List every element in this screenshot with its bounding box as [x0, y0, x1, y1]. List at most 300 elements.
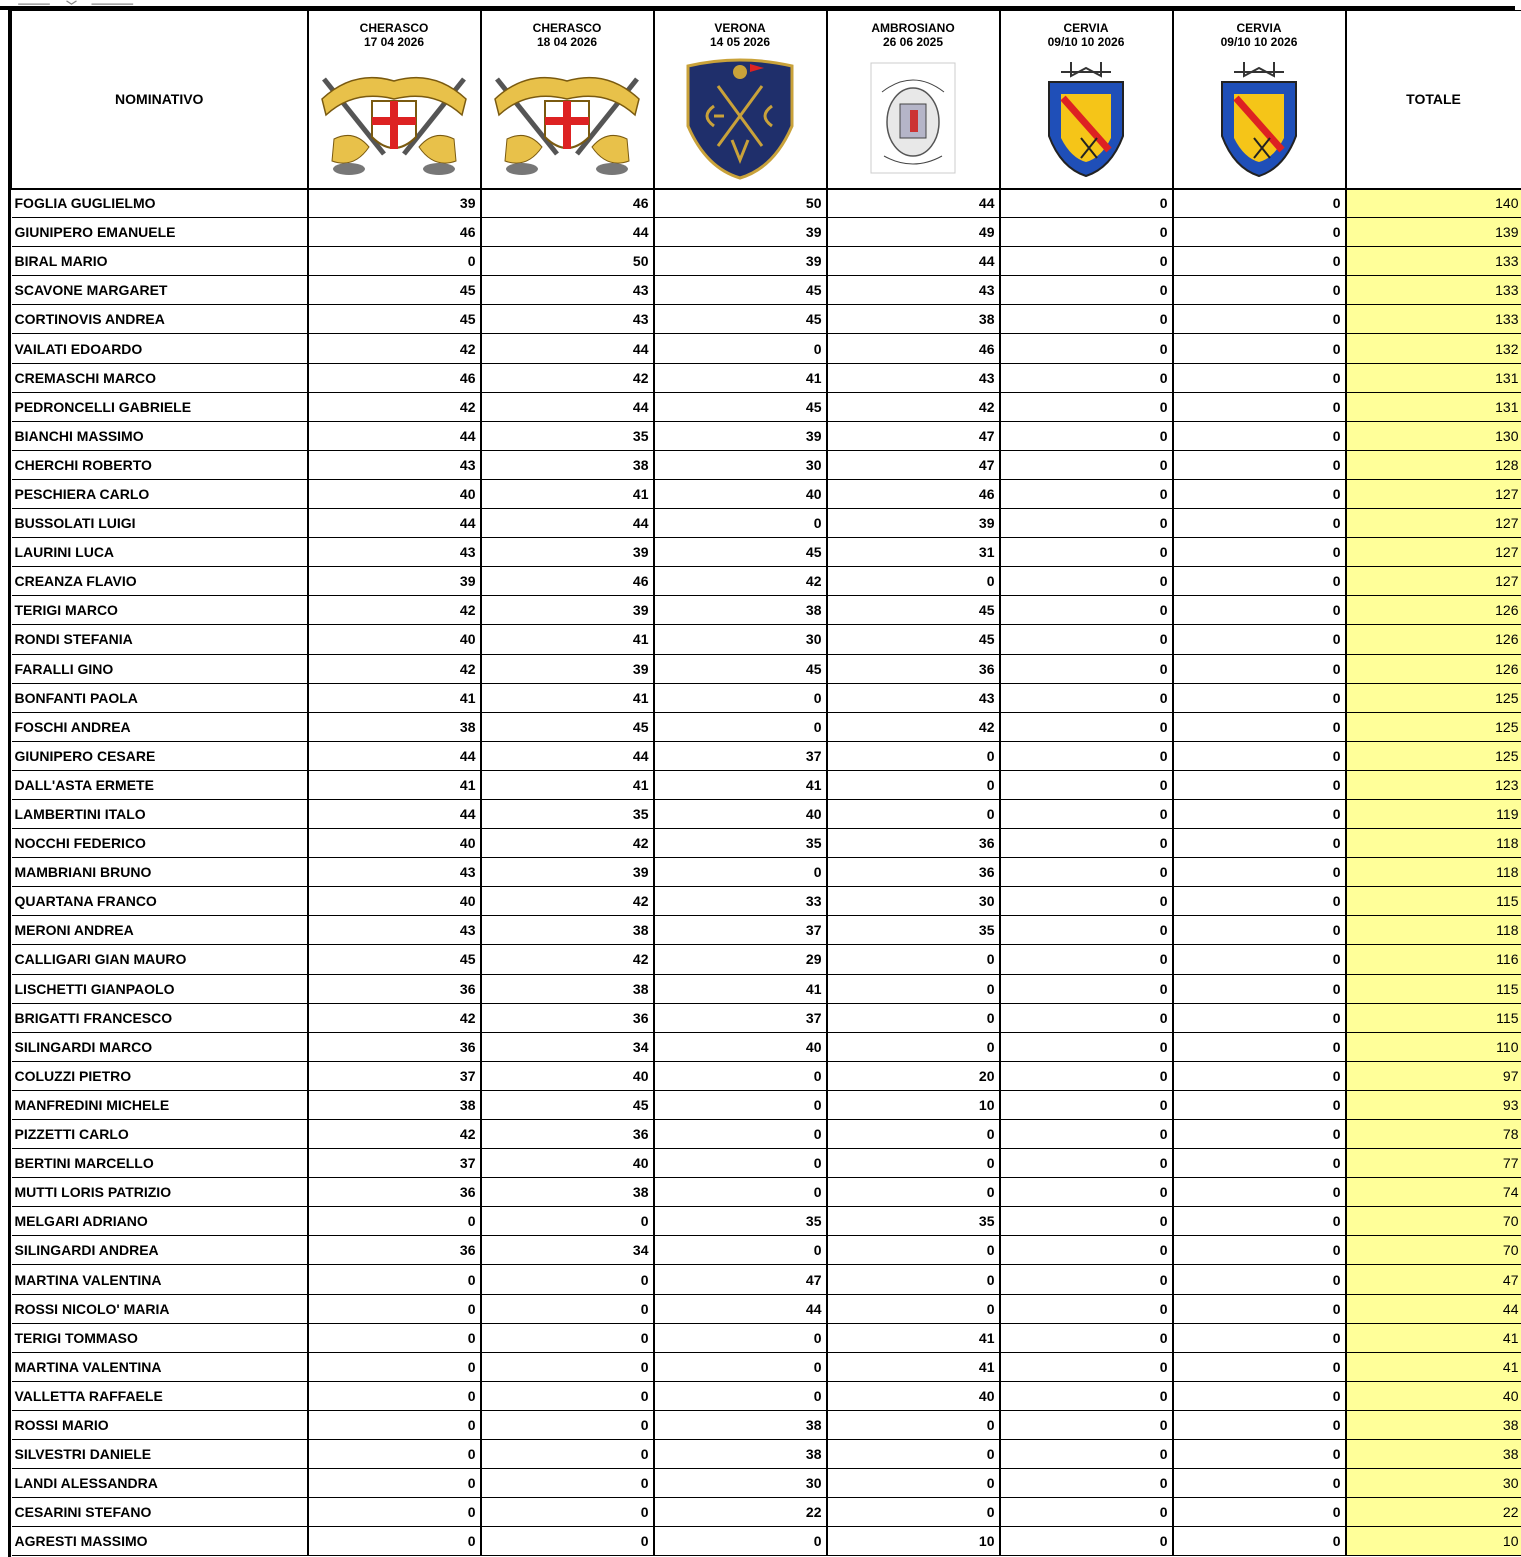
- score-cell[interactable]: 0: [827, 1003, 1000, 1032]
- score-cell[interactable]: 30: [654, 450, 827, 479]
- score-cell[interactable]: 39: [481, 858, 654, 887]
- score-cell[interactable]: 38: [827, 305, 1000, 334]
- player-name-cell[interactable]: FOGLIA GUGLIELMO: [12, 189, 308, 218]
- score-cell[interactable]: 0: [1000, 334, 1173, 363]
- score-cell[interactable]: 38: [654, 1440, 827, 1469]
- total-cell[interactable]: 125: [1346, 683, 1521, 712]
- player-name-cell[interactable]: CALLIGARI GIAN MAURO: [12, 945, 308, 974]
- total-cell[interactable]: 119: [1346, 799, 1521, 828]
- score-cell[interactable]: 0: [1173, 567, 1346, 596]
- score-cell[interactable]: 0: [1000, 1498, 1173, 1527]
- score-cell[interactable]: 0: [1173, 247, 1346, 276]
- total-cell[interactable]: 130: [1346, 421, 1521, 450]
- score-cell[interactable]: 40: [827, 1381, 1000, 1410]
- player-name-cell[interactable]: MARTINA VALENTINA: [12, 1265, 308, 1294]
- player-name-cell[interactable]: ROSSI MARIO: [12, 1410, 308, 1439]
- player-name-cell[interactable]: SILINGARDI MARCO: [12, 1032, 308, 1061]
- score-cell[interactable]: 0: [654, 1527, 827, 1556]
- score-cell[interactable]: 39: [308, 567, 481, 596]
- player-name-cell[interactable]: AGRESTI MASSIMO: [12, 1527, 308, 1556]
- score-cell[interactable]: 0: [1173, 1149, 1346, 1178]
- total-cell[interactable]: 118: [1346, 829, 1521, 858]
- score-cell[interactable]: 41: [481, 479, 654, 508]
- score-cell[interactable]: 20: [827, 1061, 1000, 1090]
- score-cell[interactable]: 0: [1000, 1236, 1173, 1265]
- score-cell[interactable]: 0: [1000, 770, 1173, 799]
- player-name-cell[interactable]: BERTINI MARCELLO: [12, 1149, 308, 1178]
- score-cell[interactable]: 0: [1000, 712, 1173, 741]
- score-cell[interactable]: 0: [827, 1498, 1000, 1527]
- score-cell[interactable]: 35: [654, 1207, 827, 1236]
- score-cell[interactable]: 0: [654, 334, 827, 363]
- score-cell[interactable]: 0: [1173, 1352, 1346, 1381]
- score-cell[interactable]: 0: [1173, 1120, 1346, 1149]
- score-cell[interactable]: 42: [308, 1003, 481, 1032]
- score-cell[interactable]: 45: [481, 1090, 654, 1119]
- score-cell[interactable]: 37: [308, 1149, 481, 1178]
- score-cell[interactable]: 39: [481, 538, 654, 567]
- score-cell[interactable]: 0: [1173, 421, 1346, 450]
- score-cell[interactable]: 0: [1000, 1178, 1173, 1207]
- score-cell[interactable]: 37: [308, 1061, 481, 1090]
- score-cell[interactable]: 0: [308, 247, 481, 276]
- total-cell[interactable]: 41: [1346, 1352, 1521, 1381]
- score-cell[interactable]: 0: [654, 1236, 827, 1265]
- score-cell[interactable]: 41: [308, 683, 481, 712]
- score-cell[interactable]: 0: [1000, 945, 1173, 974]
- score-cell[interactable]: 0: [1000, 218, 1173, 247]
- total-cell[interactable]: 110: [1346, 1032, 1521, 1061]
- score-cell[interactable]: 0: [1173, 741, 1346, 770]
- score-cell[interactable]: 0: [1173, 392, 1346, 421]
- score-cell[interactable]: 46: [827, 479, 1000, 508]
- event-header-6[interactable]: [1173, 11, 1346, 189]
- score-cell[interactable]: 0: [481, 1381, 654, 1410]
- score-cell[interactable]: 42: [308, 1120, 481, 1149]
- score-cell[interactable]: 0: [1000, 1381, 1173, 1410]
- score-cell[interactable]: 0: [1000, 741, 1173, 770]
- score-cell[interactable]: 0: [827, 1469, 1000, 1498]
- total-cell[interactable]: 115: [1346, 887, 1521, 916]
- player-name-cell[interactable]: PESCHIERA CARLO: [12, 479, 308, 508]
- total-cell[interactable]: 70: [1346, 1207, 1521, 1236]
- score-cell[interactable]: 10: [827, 1090, 1000, 1119]
- score-cell[interactable]: 0: [1173, 1381, 1346, 1410]
- score-cell[interactable]: 45: [481, 712, 654, 741]
- score-cell[interactable]: 40: [308, 479, 481, 508]
- score-cell[interactable]: 0: [827, 945, 1000, 974]
- score-cell[interactable]: 0: [1173, 625, 1346, 654]
- score-cell[interactable]: 30: [654, 625, 827, 654]
- score-cell[interactable]: 34: [481, 1236, 654, 1265]
- score-cell[interactable]: 0: [481, 1265, 654, 1294]
- score-cell[interactable]: 0: [1000, 916, 1173, 945]
- score-cell[interactable]: 0: [1000, 189, 1173, 218]
- score-cell[interactable]: 0: [308, 1207, 481, 1236]
- player-name-cell[interactable]: BUSSOLATI LUIGI: [12, 509, 308, 538]
- player-name-cell[interactable]: MANFREDINI MICHELE: [12, 1090, 308, 1119]
- player-name-cell[interactable]: MAMBRIANI BRUNO: [12, 858, 308, 887]
- player-name-cell[interactable]: LISCHETTI GIANPAOLO: [12, 974, 308, 1003]
- score-cell[interactable]: 39: [481, 654, 654, 683]
- total-cell[interactable]: 10: [1346, 1527, 1521, 1556]
- score-cell[interactable]: 36: [308, 974, 481, 1003]
- score-cell[interactable]: 0: [1000, 1207, 1173, 1236]
- total-cell[interactable]: 139: [1346, 218, 1521, 247]
- score-cell[interactable]: 0: [1173, 276, 1346, 305]
- player-name-cell[interactable]: LAMBERTINI ITALO: [12, 799, 308, 828]
- score-cell[interactable]: 0: [1173, 1498, 1346, 1527]
- score-cell[interactable]: 47: [654, 1265, 827, 1294]
- player-name-cell[interactable]: MELGARI ADRIANO: [12, 1207, 308, 1236]
- score-cell[interactable]: 35: [827, 1207, 1000, 1236]
- score-cell[interactable]: 0: [1173, 334, 1346, 363]
- score-cell[interactable]: 40: [308, 887, 481, 916]
- player-name-cell[interactable]: QUARTANA FRANCO: [12, 887, 308, 916]
- score-cell[interactable]: 0: [654, 1120, 827, 1149]
- score-cell[interactable]: 50: [654, 189, 827, 218]
- total-cell[interactable]: 118: [1346, 916, 1521, 945]
- score-cell[interactable]: 0: [1000, 1294, 1173, 1323]
- score-cell[interactable]: 0: [1173, 1469, 1346, 1498]
- player-name-cell[interactable]: BIRAL MARIO: [12, 247, 308, 276]
- score-cell[interactable]: 46: [481, 189, 654, 218]
- player-name-cell[interactable]: VAILATI EDOARDO: [12, 334, 308, 363]
- score-cell[interactable]: 45: [654, 654, 827, 683]
- total-cell[interactable]: 47: [1346, 1265, 1521, 1294]
- score-cell[interactable]: 0: [1173, 858, 1346, 887]
- score-cell[interactable]: 44: [308, 421, 481, 450]
- score-cell[interactable]: 40: [308, 625, 481, 654]
- score-cell[interactable]: 43: [481, 276, 654, 305]
- score-cell[interactable]: 0: [827, 567, 1000, 596]
- score-cell[interactable]: 0: [1173, 887, 1346, 916]
- score-cell[interactable]: 39: [654, 421, 827, 450]
- score-cell[interactable]: 30: [827, 887, 1000, 916]
- score-cell[interactable]: 0: [1000, 1149, 1173, 1178]
- score-cell[interactable]: 44: [481, 218, 654, 247]
- player-name-cell[interactable]: LAURINI LUCA: [12, 538, 308, 567]
- score-cell[interactable]: 0: [1000, 479, 1173, 508]
- score-cell[interactable]: 40: [308, 829, 481, 858]
- score-cell[interactable]: 0: [827, 741, 1000, 770]
- score-cell[interactable]: 0: [827, 974, 1000, 1003]
- score-cell[interactable]: 44: [481, 334, 654, 363]
- score-cell[interactable]: 42: [827, 392, 1000, 421]
- total-cell[interactable]: 125: [1346, 712, 1521, 741]
- score-cell[interactable]: 0: [1173, 1265, 1346, 1294]
- score-cell[interactable]: 36: [481, 1003, 654, 1032]
- score-cell[interactable]: 0: [308, 1469, 481, 1498]
- score-cell[interactable]: 40: [654, 799, 827, 828]
- score-cell[interactable]: 46: [308, 363, 481, 392]
- player-name-cell[interactable]: GIUNIPERO CESARE: [12, 741, 308, 770]
- score-cell[interactable]: 37: [654, 741, 827, 770]
- score-cell[interactable]: 37: [654, 1003, 827, 1032]
- player-name-cell[interactable]: CREMASCHI MARCO: [12, 363, 308, 392]
- score-cell[interactable]: 0: [1173, 1294, 1346, 1323]
- player-name-cell[interactable]: GIUNIPERO EMANUELE: [12, 218, 308, 247]
- score-cell[interactable]: 41: [827, 1323, 1000, 1352]
- score-cell[interactable]: 45: [308, 276, 481, 305]
- total-cell[interactable]: 77: [1346, 1149, 1521, 1178]
- total-cell[interactable]: 127: [1346, 509, 1521, 538]
- score-cell[interactable]: 0: [1173, 1440, 1346, 1469]
- score-cell[interactable]: 0: [1000, 625, 1173, 654]
- score-cell[interactable]: 0: [654, 1149, 827, 1178]
- total-cell[interactable]: 126: [1346, 654, 1521, 683]
- score-cell[interactable]: 0: [308, 1294, 481, 1323]
- score-cell[interactable]: 43: [481, 305, 654, 334]
- score-cell[interactable]: 0: [1000, 509, 1173, 538]
- score-cell[interactable]: 46: [308, 218, 481, 247]
- score-cell[interactable]: 41: [654, 363, 827, 392]
- score-cell[interactable]: 49: [827, 218, 1000, 247]
- score-cell[interactable]: 41: [308, 770, 481, 799]
- score-cell[interactable]: 0: [1000, 1527, 1173, 1556]
- score-cell[interactable]: 0: [1173, 1527, 1346, 1556]
- score-cell[interactable]: 40: [481, 1149, 654, 1178]
- score-cell[interactable]: 0: [1000, 858, 1173, 887]
- score-cell[interactable]: 0: [1173, 770, 1346, 799]
- player-name-cell[interactable]: SCAVONE MARGARET: [12, 276, 308, 305]
- score-cell[interactable]: 36: [308, 1178, 481, 1207]
- score-cell[interactable]: 0: [1173, 683, 1346, 712]
- score-cell[interactable]: 45: [654, 392, 827, 421]
- score-cell[interactable]: 0: [481, 1294, 654, 1323]
- player-name-cell[interactable]: PEDRONCELLI GABRIELE: [12, 392, 308, 421]
- player-name-cell[interactable]: PIZZETTI CARLO: [12, 1120, 308, 1149]
- score-cell[interactable]: 0: [827, 1410, 1000, 1439]
- score-cell[interactable]: 41: [654, 770, 827, 799]
- event-header-2[interactable]: [481, 11, 654, 189]
- player-name-cell[interactable]: MUTTI LORIS PATRIZIO: [12, 1178, 308, 1207]
- total-cell[interactable]: 30: [1346, 1469, 1521, 1498]
- score-cell[interactable]: 0: [1173, 538, 1346, 567]
- score-cell[interactable]: 0: [1173, 450, 1346, 479]
- total-cell[interactable]: 126: [1346, 625, 1521, 654]
- score-cell[interactable]: 0: [1000, 1120, 1173, 1149]
- score-cell[interactable]: 0: [1000, 974, 1173, 1003]
- player-name-cell[interactable]: FARALLI GINO: [12, 654, 308, 683]
- total-cell[interactable]: 70: [1346, 1236, 1521, 1265]
- score-cell[interactable]: 0: [308, 1527, 481, 1556]
- score-cell[interactable]: 0: [481, 1207, 654, 1236]
- score-cell[interactable]: 35: [827, 916, 1000, 945]
- score-cell[interactable]: 0: [1000, 799, 1173, 828]
- score-cell[interactable]: 0: [1173, 1061, 1346, 1090]
- score-cell[interactable]: 43: [827, 363, 1000, 392]
- score-cell[interactable]: 0: [827, 1178, 1000, 1207]
- score-cell[interactable]: 38: [308, 712, 481, 741]
- total-cell[interactable]: 22: [1346, 1498, 1521, 1527]
- score-cell[interactable]: 42: [481, 945, 654, 974]
- score-cell[interactable]: 0: [1173, 1207, 1346, 1236]
- score-cell[interactable]: 47: [827, 421, 1000, 450]
- score-cell[interactable]: 0: [308, 1440, 481, 1469]
- score-cell[interactable]: 36: [827, 829, 1000, 858]
- score-cell[interactable]: 0: [654, 1352, 827, 1381]
- score-cell[interactable]: 0: [1000, 654, 1173, 683]
- score-cell[interactable]: 42: [654, 567, 827, 596]
- score-cell[interactable]: 0: [1173, 799, 1346, 828]
- score-cell[interactable]: 45: [827, 625, 1000, 654]
- score-cell[interactable]: 45: [654, 276, 827, 305]
- total-cell[interactable]: 127: [1346, 538, 1521, 567]
- total-cell[interactable]: 131: [1346, 392, 1521, 421]
- total-cell[interactable]: 125: [1346, 741, 1521, 770]
- score-cell[interactable]: 44: [827, 247, 1000, 276]
- score-cell[interactable]: 0: [654, 683, 827, 712]
- player-name-cell[interactable]: COLUZZI PIETRO: [12, 1061, 308, 1090]
- score-cell[interactable]: 47: [827, 450, 1000, 479]
- score-cell[interactable]: 42: [481, 887, 654, 916]
- event-header-1[interactable]: [308, 11, 481, 189]
- score-cell[interactable]: 0: [1173, 1032, 1346, 1061]
- score-cell[interactable]: 0: [1000, 596, 1173, 625]
- event-header-4[interactable]: [827, 11, 1000, 189]
- score-cell[interactable]: 0: [1000, 1090, 1173, 1119]
- score-cell[interactable]: 0: [1000, 363, 1173, 392]
- score-cell[interactable]: 0: [654, 1090, 827, 1119]
- score-cell[interactable]: 36: [827, 654, 1000, 683]
- score-cell[interactable]: 44: [481, 741, 654, 770]
- score-cell[interactable]: 41: [481, 683, 654, 712]
- score-cell[interactable]: 42: [308, 334, 481, 363]
- score-cell[interactable]: 0: [827, 1120, 1000, 1149]
- total-cell[interactable]: 128: [1346, 450, 1521, 479]
- score-cell[interactable]: 10: [827, 1527, 1000, 1556]
- score-cell[interactable]: 0: [827, 1149, 1000, 1178]
- score-cell[interactable]: 0: [481, 1352, 654, 1381]
- score-cell[interactable]: 44: [654, 1294, 827, 1323]
- score-cell[interactable]: 0: [1173, 916, 1346, 945]
- score-cell[interactable]: 0: [1173, 509, 1346, 538]
- score-cell[interactable]: 29: [654, 945, 827, 974]
- score-cell[interactable]: 45: [308, 945, 481, 974]
- score-cell[interactable]: 35: [481, 421, 654, 450]
- score-cell[interactable]: 0: [1000, 1469, 1173, 1498]
- total-cell[interactable]: 41: [1346, 1323, 1521, 1352]
- score-cell[interactable]: 43: [308, 916, 481, 945]
- score-cell[interactable]: 0: [654, 509, 827, 538]
- score-cell[interactable]: 38: [308, 1090, 481, 1119]
- score-cell[interactable]: 0: [1173, 1090, 1346, 1119]
- total-cell[interactable]: 140: [1346, 189, 1521, 218]
- score-cell[interactable]: 0: [1000, 567, 1173, 596]
- total-cell[interactable]: 127: [1346, 479, 1521, 508]
- score-cell[interactable]: 0: [1173, 1323, 1346, 1352]
- total-cell[interactable]: 127: [1346, 567, 1521, 596]
- score-cell[interactable]: 44: [827, 189, 1000, 218]
- score-cell[interactable]: 0: [1173, 945, 1346, 974]
- score-cell[interactable]: 0: [1173, 712, 1346, 741]
- score-cell[interactable]: 0: [827, 1294, 1000, 1323]
- score-cell[interactable]: 0: [1000, 887, 1173, 916]
- player-name-cell[interactable]: FOSCHI ANDREA: [12, 712, 308, 741]
- event-header-3[interactable]: [654, 11, 827, 189]
- score-cell[interactable]: 39: [308, 189, 481, 218]
- score-cell[interactable]: 0: [1000, 1265, 1173, 1294]
- score-cell[interactable]: 44: [308, 509, 481, 538]
- score-cell[interactable]: 0: [1000, 276, 1173, 305]
- score-cell[interactable]: 42: [481, 363, 654, 392]
- score-cell[interactable]: 0: [481, 1323, 654, 1352]
- score-cell[interactable]: 46: [481, 567, 654, 596]
- score-cell[interactable]: 38: [654, 596, 827, 625]
- score-cell[interactable]: 41: [481, 625, 654, 654]
- score-cell[interactable]: 33: [654, 887, 827, 916]
- score-cell[interactable]: 0: [654, 1381, 827, 1410]
- score-cell[interactable]: 0: [827, 1440, 1000, 1469]
- total-cell[interactable]: 123: [1346, 770, 1521, 799]
- score-cell[interactable]: 45: [308, 305, 481, 334]
- score-cell[interactable]: 34: [481, 1032, 654, 1061]
- score-cell[interactable]: 0: [1173, 1410, 1346, 1439]
- score-cell[interactable]: 0: [1000, 305, 1173, 334]
- score-cell[interactable]: 0: [1173, 1003, 1346, 1032]
- score-cell[interactable]: 45: [654, 305, 827, 334]
- score-cell[interactable]: 42: [308, 596, 481, 625]
- score-cell[interactable]: 40: [654, 479, 827, 508]
- total-cell[interactable]: 132: [1346, 334, 1521, 363]
- score-cell[interactable]: 0: [827, 1032, 1000, 1061]
- score-cell[interactable]: 38: [481, 916, 654, 945]
- score-cell[interactable]: 0: [1000, 1410, 1173, 1439]
- player-name-cell[interactable]: BONFANTI PAOLA: [12, 683, 308, 712]
- score-cell[interactable]: 0: [1000, 421, 1173, 450]
- score-cell[interactable]: 0: [1173, 654, 1346, 683]
- score-cell[interactable]: 0: [1000, 683, 1173, 712]
- score-cell[interactable]: 0: [1173, 1236, 1346, 1265]
- score-cell[interactable]: 0: [654, 712, 827, 741]
- score-cell[interactable]: 45: [654, 538, 827, 567]
- score-cell[interactable]: 43: [308, 450, 481, 479]
- score-cell[interactable]: 43: [827, 683, 1000, 712]
- score-cell[interactable]: 36: [481, 1120, 654, 1149]
- score-cell[interactable]: 0: [1173, 829, 1346, 858]
- total-cell[interactable]: 116: [1346, 945, 1521, 974]
- score-cell[interactable]: 0: [1000, 247, 1173, 276]
- total-cell[interactable]: 97: [1346, 1061, 1521, 1090]
- score-cell[interactable]: 0: [654, 1323, 827, 1352]
- score-cell[interactable]: 35: [481, 799, 654, 828]
- player-name-cell[interactable]: DALL'ASTA ERMETE: [12, 770, 308, 799]
- score-cell[interactable]: 0: [481, 1498, 654, 1527]
- total-cell[interactable]: 126: [1346, 596, 1521, 625]
- score-cell[interactable]: 0: [1173, 305, 1346, 334]
- score-cell[interactable]: 22: [654, 1498, 827, 1527]
- score-cell[interactable]: 0: [1173, 596, 1346, 625]
- score-cell[interactable]: 42: [308, 654, 481, 683]
- player-name-cell[interactable]: TERIGI TOMMASO: [12, 1323, 308, 1352]
- score-cell[interactable]: 50: [481, 247, 654, 276]
- score-cell[interactable]: 31: [827, 538, 1000, 567]
- score-cell[interactable]: 46: [827, 334, 1000, 363]
- score-cell[interactable]: 36: [308, 1032, 481, 1061]
- score-cell[interactable]: 0: [1173, 218, 1346, 247]
- score-cell[interactable]: 0: [1173, 479, 1346, 508]
- score-cell[interactable]: 43: [308, 858, 481, 887]
- score-cell[interactable]: 41: [481, 770, 654, 799]
- total-cell[interactable]: 118: [1346, 858, 1521, 887]
- score-cell[interactable]: 0: [1000, 1032, 1173, 1061]
- total-cell[interactable]: 78: [1346, 1120, 1521, 1149]
- score-cell[interactable]: 43: [827, 276, 1000, 305]
- score-cell[interactable]: 39: [654, 218, 827, 247]
- score-cell[interactable]: 0: [1000, 450, 1173, 479]
- player-name-cell[interactable]: NOCCHI FEDERICO: [12, 829, 308, 858]
